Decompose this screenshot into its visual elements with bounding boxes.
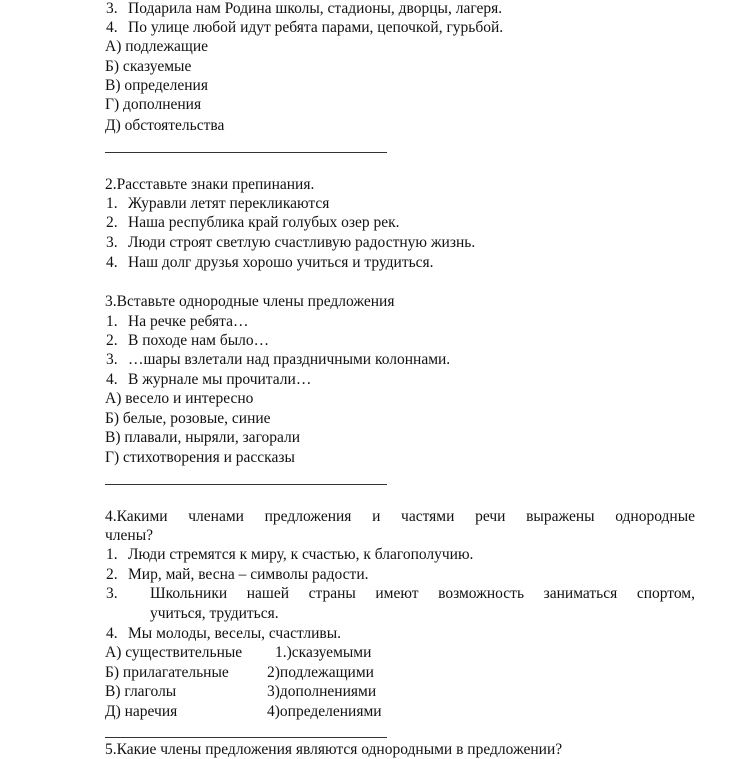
q1-option-a: А) подлежащие xyxy=(105,38,209,55)
q3-option-a: А) весело и интересно xyxy=(105,390,254,407)
q1-item-4: 4. По улице любой идут ребята парами, цепочкой, гурьбой. xyxy=(106,19,504,36)
q3-item-2: 2. В походе нам было… xyxy=(106,332,270,349)
answer-line-1 xyxy=(105,152,387,153)
q2-item-1: 1. Журавли летят перекликаются xyxy=(106,195,330,212)
q4-option-row-1: А) существительные 1.)сказуемыми xyxy=(105,644,372,661)
q3-item-1: 1. На речке ребята… xyxy=(106,313,249,330)
q3-item-4: 4. В журнале мы прочитали… xyxy=(106,371,312,388)
q4-item-2: 2. Мир, май, весна – символы радости. xyxy=(106,566,369,583)
q1-item-3: 3. Подарила нам Родина школы, стадионы, дворцы, лагеря. xyxy=(106,0,503,17)
q2-item-3: 3. Люди строят светлую счастливую радостную жизнь. xyxy=(106,234,476,251)
q2-item-4: 4. Наш долг друзья хорошо учиться и трудиться. xyxy=(106,254,434,271)
q1-option-b: Б) сказуемые xyxy=(105,58,192,75)
q2-item-2: 2. Наша республика край голубых озер рек. xyxy=(106,214,400,231)
q4-item-1: 1. Люди стремятся к миру, к счастью, к благополучию. xyxy=(106,546,474,563)
q4-item-4: 4. Мы молоды, веселы, счастливы. xyxy=(106,625,342,642)
q1-option-v: В) определения xyxy=(105,77,208,94)
answer-line-4 xyxy=(105,737,387,738)
q1-option-g: Г) дополнения xyxy=(105,96,202,113)
q4-title-line2: члены? xyxy=(105,527,153,544)
q3-option-b: Б) белые, розовые, синие xyxy=(105,410,271,427)
q4-option-row-3: В) глаголы 3)дополнениями xyxy=(105,683,377,700)
q4-title-line1: 4.Какими членами предложения и частями речи выражены однородные xyxy=(105,508,695,525)
q4-option-row-4: Д) наречия 4)определениями xyxy=(105,703,382,720)
q4-item-3-cont: учиться, трудиться. xyxy=(150,605,279,622)
worksheet-page: 3. Подарила нам Родина школы, стадионы, дворцы, лагеря. 4. По улице любой идут ребята парами, цепочкой, гурьбой. А) подлежащие Б) сказуемые В) определения Г) дополнения Д) обстоятельства 2.Расставьте знаки препинания. 1. Журавли летят перекликаются 2. Наша республика край голубых озер рек. 3. Люди строят светлую счастливую радостную жизнь. 4. Наш долг друзья хорошо учиться и трудиться. 3.Вставьте однородные члены предложения 1. На речке ребята… 2. В походе нам было… 3. …шары взлетали над праздничными колоннами. 4. В журнале мы прочитали… А) весело и интересно Б) белые, розовые, синие В) плавали, ныряли, загорали Г) стихотворения и рассказы 4.Какими членами предложения и частями речи выражены однородные члены? 1. Люди стремятся к миру, к счастью, к благополучию. 2. Мир, май, весна – символы радости. 3. Школьники нашей страны имеют возможность заниматься спортом, учиться, трудиться. 4. Мы молоды, веселы, счастливы. А) существительные 1.)сказуемыми Б) прилагательные 2)подлежащими В) глаголы 3)дополнениями Д) наречия 4)определениями 5.Какие члены предложения являются однородными в предложении? xyxy=(105,0,695,758)
q3-option-g: Г) стихотворения и рассказы xyxy=(105,449,295,466)
q5-title-partial: 5.Какие члены предложения являются однородными в предложении? xyxy=(105,741,563,758)
answer-line-3 xyxy=(105,484,387,485)
q2-title: 2.Расставьте знаки препинания. xyxy=(105,176,315,193)
q3-title: 3.Вставьте однородные члены предложения xyxy=(105,293,395,310)
q3-option-v: В) плавали, ныряли, загорали xyxy=(105,429,301,446)
q3-item-3: 3. …шары взлетали над праздничными колоннами. xyxy=(106,351,451,368)
q1-option-d: Д) обстоятельства xyxy=(105,117,225,134)
q4-option-row-2: Б) прилагательные 2)подлежащими xyxy=(105,664,374,681)
